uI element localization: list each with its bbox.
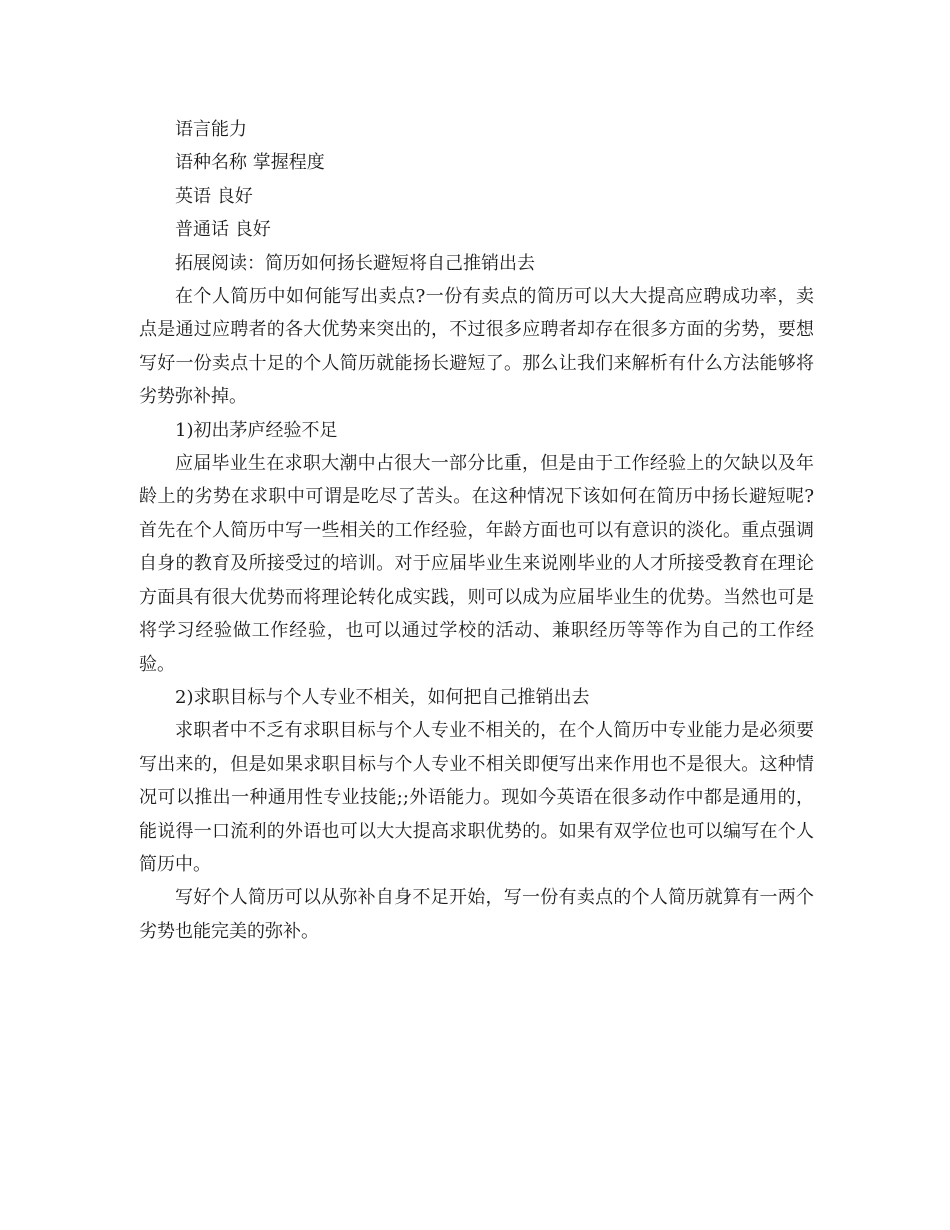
section-2-paragraph: 求职者中不乏有求职目标与个人专业不相关的，在个人简历中专业能力是必须要写出来的，但是如果求职目标与个人专业不相关即便写出来作用也不是很大。这种情况可以推出一种通用性专业技能;;外语能力。现如今英语在很多动作中都是通用的，能说得一口流利的外语也可以大大提高求职优势的。如果有双学位也可以编写在个人简历中。 — [139, 720, 814, 875]
intro-paragraph: 在个人简历中如何能写出卖点?一份有卖点的简历可以大大提高应聘成功率，卖点是通过应聘者的各大优势来突出的，不过很多应聘者却存在很多方面的劣势，要想写好一份卖点十足的个人简历就能扬长避短了。那么让我们来解析有什么方法能够将劣势弥补掉。 — [139, 286, 814, 408]
closing-paragraph: 写好个人简历可以从弥补自身不足开始，写一份有卖点的个人简历就算有一两个劣势也能完美的弥补。 — [139, 887, 814, 942]
document-body — [139, 113, 814, 948]
section-1-paragraph: 应届毕业生在求职大潮中占很大一部分比重，但是由于工作经验上的欠缺以及年龄上的劣势在求职中可谓是吃尽了苦头。在这种情况下该如何在简历中扬长避短呢?首先在个人简历中写一些相关的工作经验，年龄方面也可以有意识的淡化。重点强调自身的教育及所接受过的培训。对于应届毕业生来说刚毕业的人才所接受教育在理论方面具有很大优势而将理论转化成实践，则可以成为应届毕业生的优势。当然也可是将学习经验做工作经验，也可以通过学校的活动、兼职经历等等作为自己的工作经验。 — [139, 453, 814, 675]
section-heading-1: 1)初出茅庐经验不足 — [175, 419, 338, 441]
language-row-english: 英语 良好 — [175, 185, 253, 207]
language-row-mandarin: 普通话 良好 — [175, 219, 271, 241]
heading-language-ability: 语言能力 — [175, 119, 247, 140]
extended-reading-title: 拓展阅读：简历如何扬长避短将自己推销出去 — [175, 252, 535, 274]
section-heading-2: 2)求职目标与个人专业不相关，如何把自己推销出去 — [175, 686, 590, 708]
language-table-header: 语种名称 掌握程度 — [175, 152, 325, 174]
